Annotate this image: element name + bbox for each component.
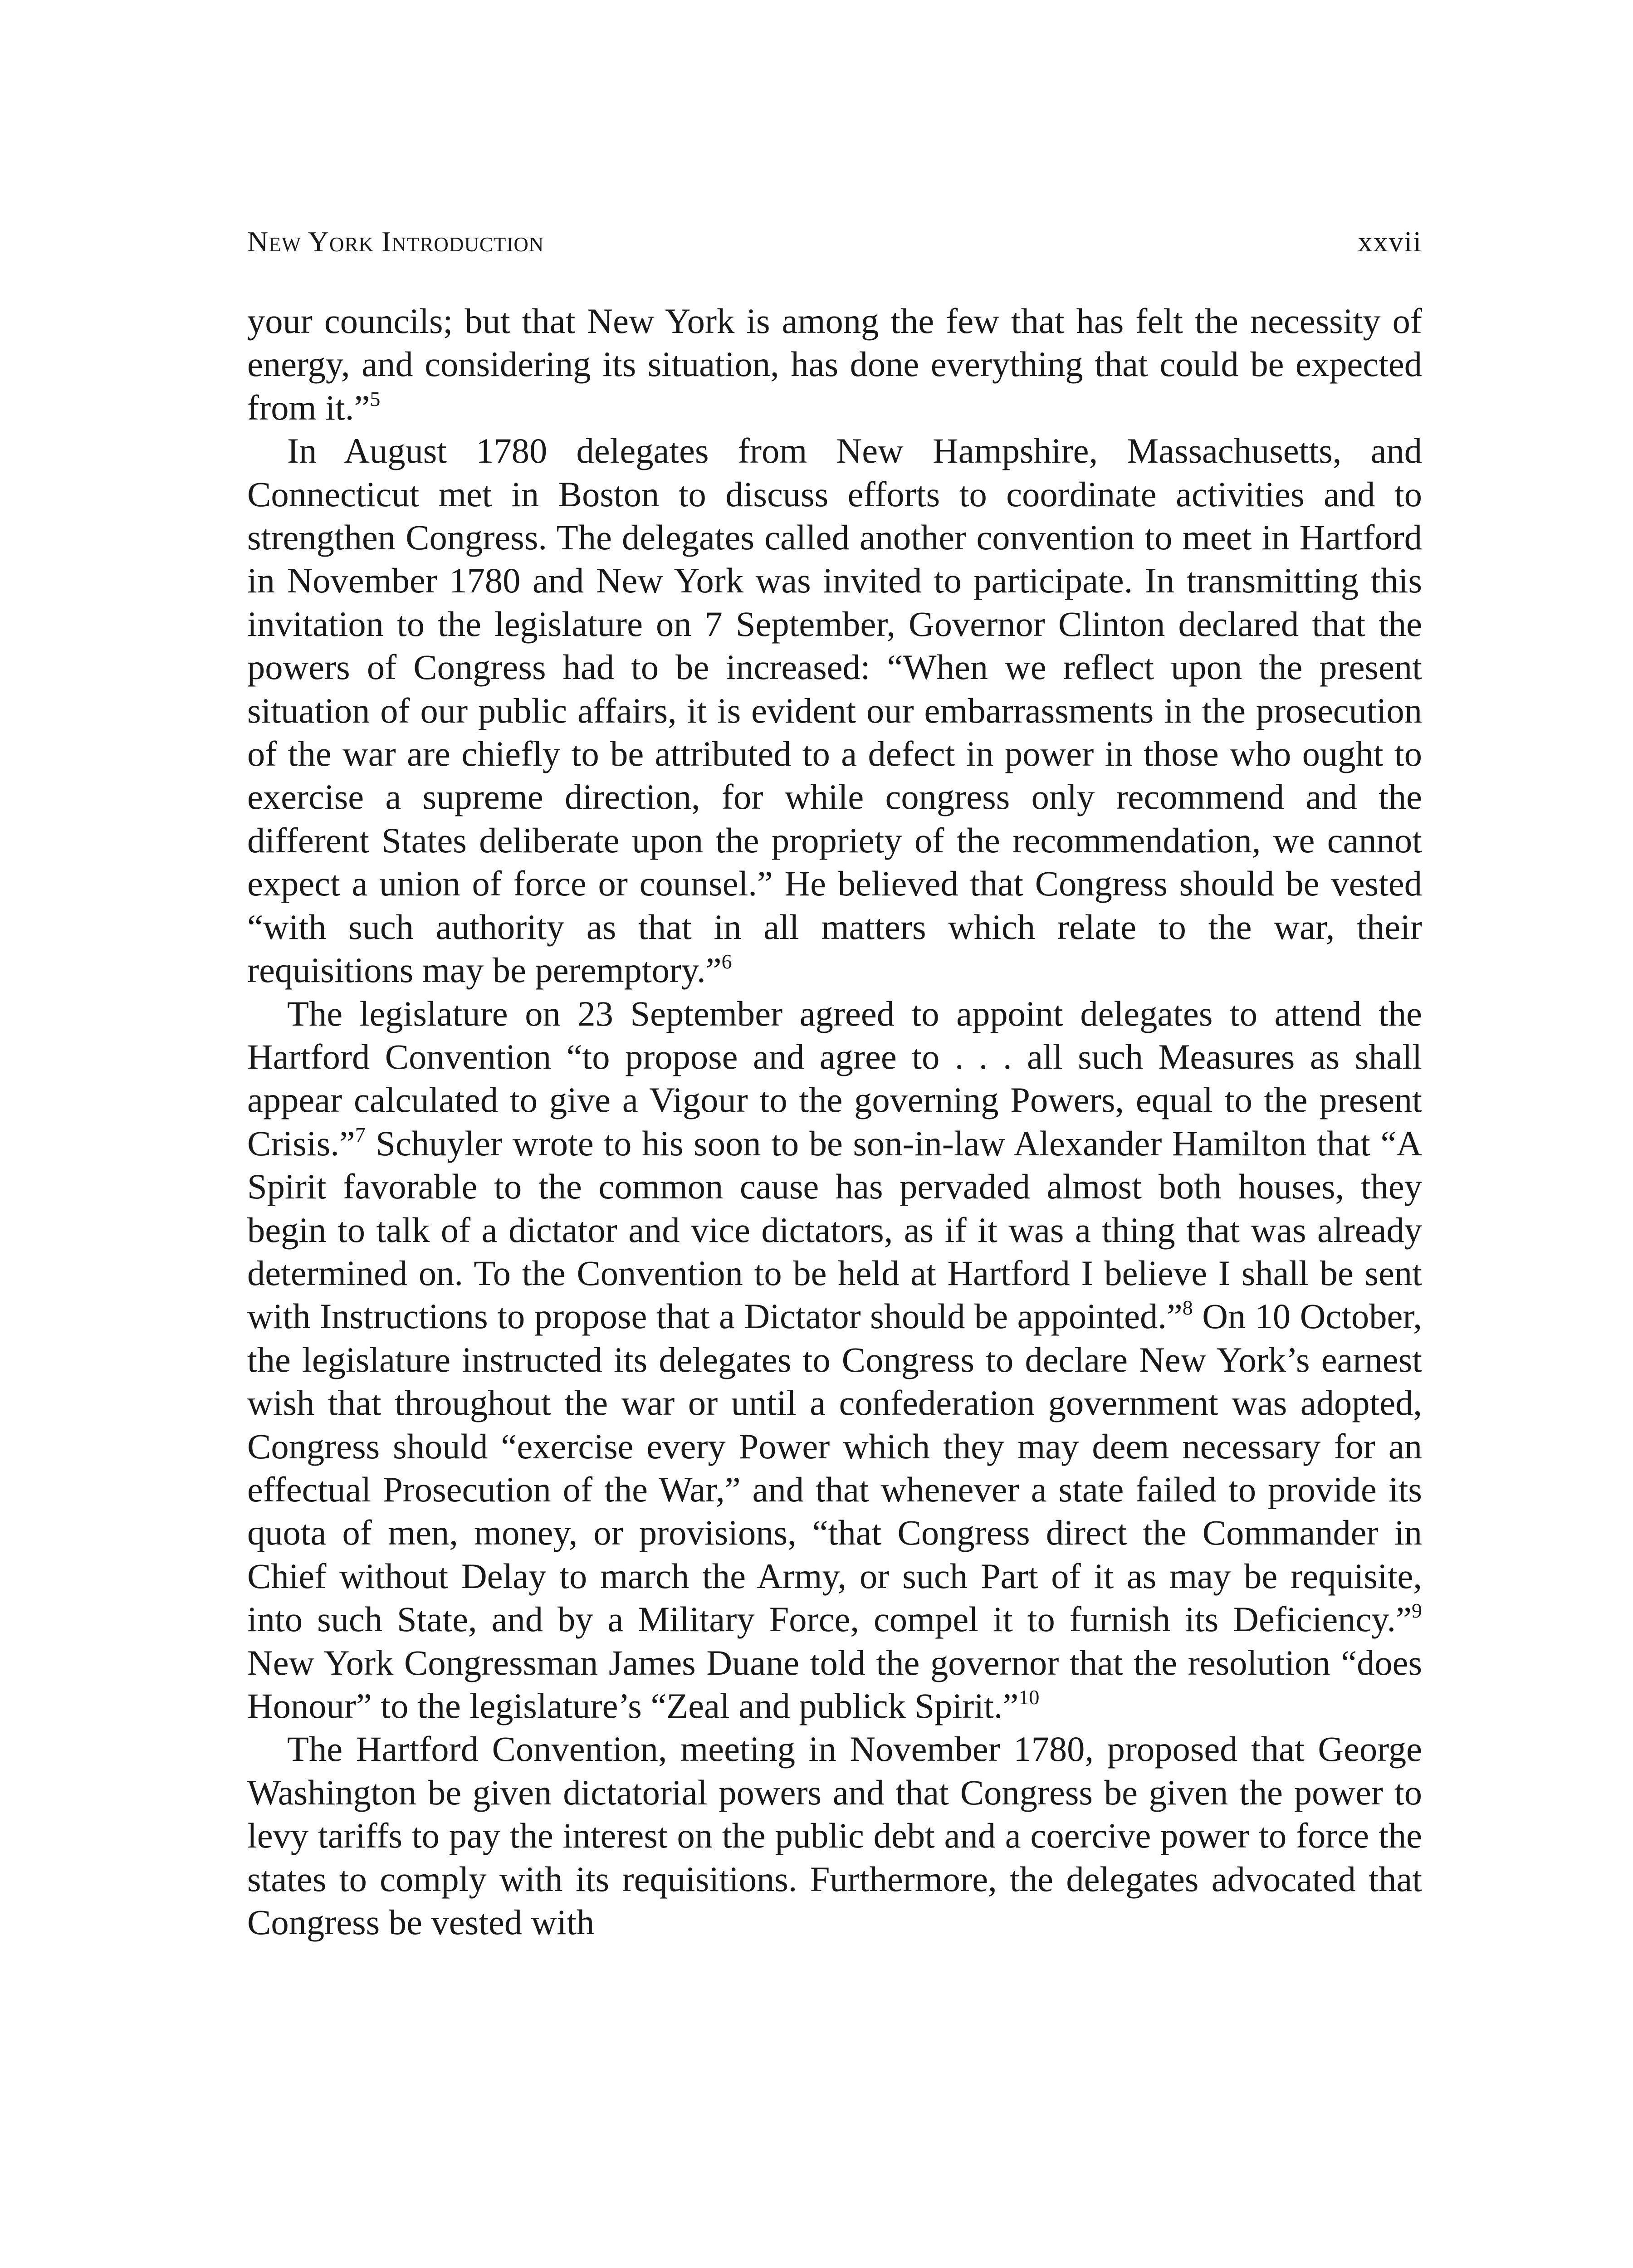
running-head [247, 221, 1422, 262]
paragraph-4-text-1: The Hartford Convention, meeting in November 1780, proposed that George Washington be given dictatorial powers and that Congress be given the power to levy tariffs to pay the interest on the public debt and a coercive power to force the states to comply with its requisitions. Furthermore, the delegates advocated that Congress be vested with [247, 1729, 1422, 1942]
paragraph-3-text-2: Schuyler wrote to his soon to be son-in-law Alexander Hamilton that “A Spirit favorable to the common cause has pervaded almost both houses, they begin to talk of a dictator and vice dictators, as if it was a thing that was already determined on. To the Convention to be held at Hartford I believe I shall be sent with Instructions to propose that a Dictator should be appointed.” [247, 1123, 1422, 1336]
body-text [247, 299, 1422, 1944]
paragraph-1-text-1: your councils; but that New York is among the few that has felt the necessity of energy, and considering its situation, has done everything that could be expected from it.” [247, 301, 1422, 427]
paragraph-2-text-1: In August 1780 delegates from New Hampshire, Massachusetts, and Connecticut met in Boston to discuss efforts to coordinate activities and to strengthen Congress. The delegates called another convention to meet in Hartford in November 1780 and New York was invited to participate. In transmitting this invitation to the legislature on 7 September, Governor Clinton declared that the powers of Congress had to be increased: “When we reflect upon the present situation of our public affairs, it is evident our embarrassments in the prosecution of the war are chiefly to be attributed to a defect in power in those who ought to exercise a supreme direction, for while congress only recommend and the different States deliberate upon the propriety of the recommendation, we cannot expect a union of force or counsel.” He believed that Congress should be vested “with such authority as that in all matters which relate to the war, their requisitions may be peremptory.” [247, 431, 1422, 990]
footnote-ref-6: 6 [721, 950, 732, 973]
paragraph-1 [247, 299, 1422, 429]
footnote-ref-5: 5 [370, 387, 381, 411]
paragraph-3 [247, 992, 1422, 1728]
paragraph-3-text-4: New York Congressman James Duane told the governor that the resolution “does Honour” to the legislature’s “Zeal and publick Spirit.” [247, 1642, 1422, 1725]
footnote-ref-10: 10 [1018, 1686, 1040, 1709]
footnote-ref-8: 8 [1182, 1296, 1193, 1320]
paragraph-3-text-3: On 10 October, the legislature instructed its delegates to Congress to declare New York’s earnest wish that throughout the war or until a confederation government was adopted, Congress should “exercise every Power which they may deem necessary for an effectual Prosecution of the War,” and that whenever a state failed to provide its quota of men, money, or provisions, “that Congress direct the Commander in Chief without Delay to march the Army, or such Part of it as may be requisite, into such State, and by a Military Force, compel it to furnish its Deficiency.” [247, 1296, 1423, 1639]
paragraph-2 [247, 429, 1422, 992]
running-head-title: New York Introduction [247, 225, 544, 258]
footnote-ref-7: 7 [355, 1123, 366, 1146]
paragraph-3-text-1: The legislature on 23 September agreed to appoint delegates to attend the Hartford Convention “to propose and agree to . . . all such Measures as shall appear calculated to give a Vigour to the governing Powers, equal to the present Crisis.” [247, 993, 1422, 1163]
paragraph-4 [247, 1727, 1422, 1944]
page-number: xxvii [1358, 225, 1422, 258]
footnote-ref-9: 9 [1412, 1599, 1422, 1623]
